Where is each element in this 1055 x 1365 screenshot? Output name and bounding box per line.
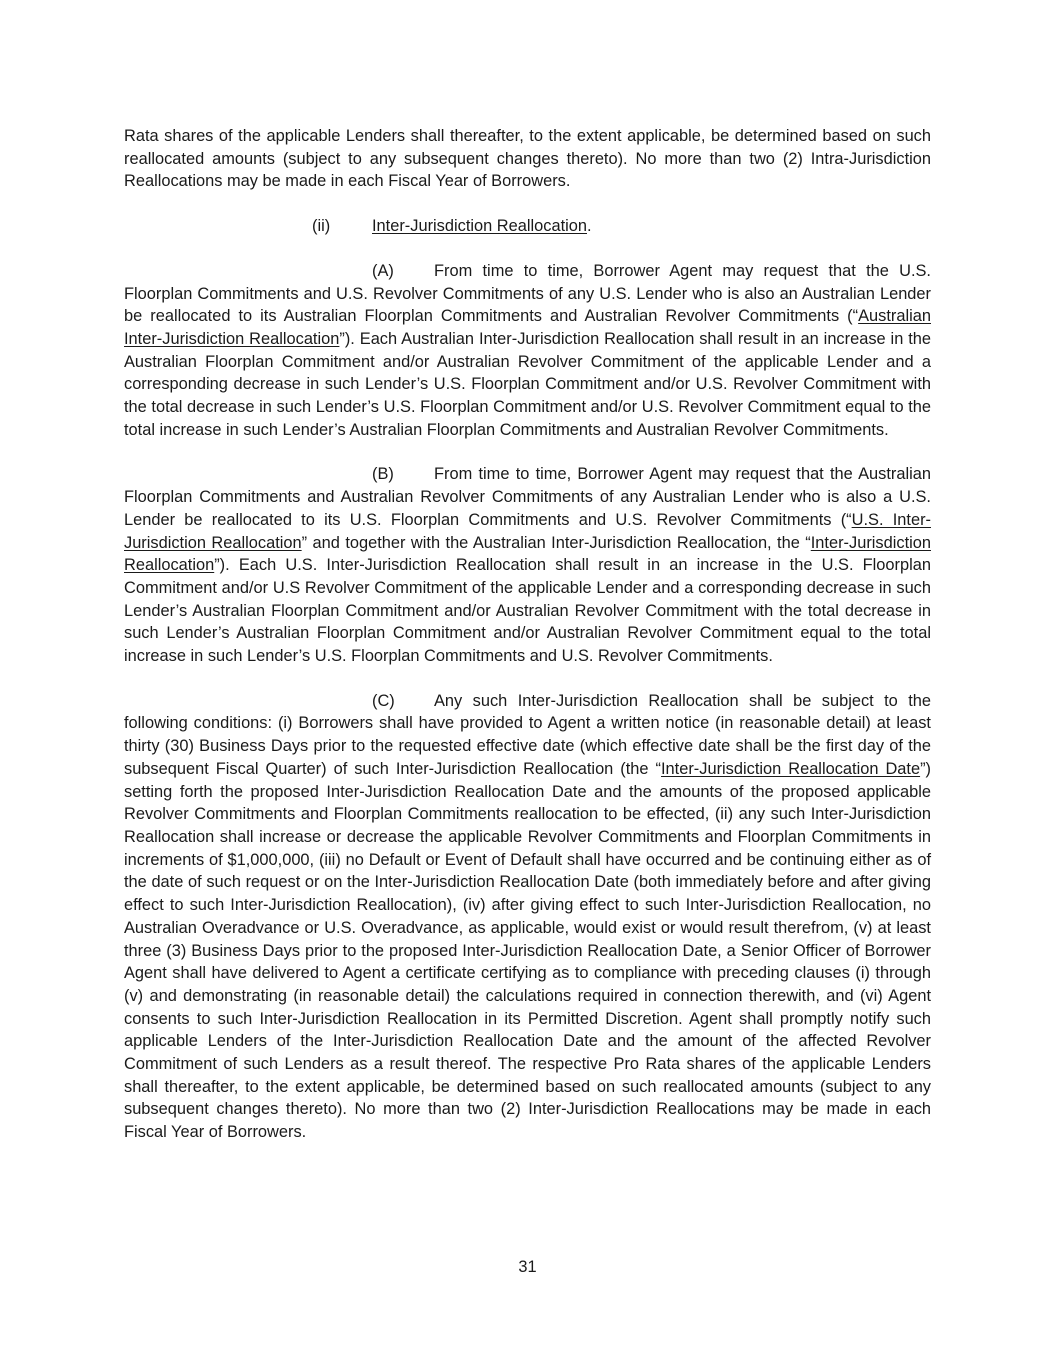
section-ii-title-end: . <box>587 217 592 236</box>
section-ii-heading <box>312 215 931 238</box>
paragraph-b <box>124 463 931 667</box>
paragraph-a-text-1: From time to time, Borrower Agent may request that the U.S. Floorplan Commitments and U.S. Revolver Commitments of any U.S. Lender who is also an Australian Lender be reallocated to its Australian Floorplan Commitments and Australian Revolver Commitments (“ <box>124 261 931 326</box>
defined-term-reallocation-date: Inter-Jurisdiction Reallocation Date <box>661 759 921 778</box>
defined-term-us-reallocation: U.S. Inter-Jurisdiction Reallocation <box>124 510 931 552</box>
paragraph-c-text-2: ”) setting forth the proposed Inter-Jurisdiction Reallocation Date and the amounts of the proposed applicable Revolver Commitments and Floorplan Commitments reallocation to be effected, (ii) any such Inter-Jurisdiction Reallocation shall increase or decrease the applicable Revolver Commitments and Floorplan Commitments in increments of $1,000,000, (iii) no Default or Event of Default shall have occurred and be continuing either as of the date of such request or on the Inter-Jurisdiction Reallocation Date (both immediately before and after giving effect to such Inter-Jurisdiction Reallocation), (iv) after giving effect to such Inter-Jurisdiction Reallocation, no Australian Overadvance or U.S. Overadvance, as applicable, would exist or would result therefrom, (v) at least three (3) Business Days prior to the proposed Inter-Jurisdiction Reallocation Date, a Senior Officer of Borrower Agent shall have delivered to Agent a certificate certifying as to compliance with preceding clauses (i) through (v) and demonstrating (in reasonable detail) the calculations required in connection therewith, and (vi) Agent consents to such Inter-Jurisdiction Reallocation in its Permitted Discretion. Agent shall promptly notify such applicable Lenders of the Inter-Jurisdiction Reallocation Date and the amount of the affected Revolver Commitment of such Lenders as a result thereof. The respective Pro Rata shares of the applicable Lenders shall thereafter, to the extent applicable, be determined based on such reallocated amounts (subject to any subsequent changes thereto). No more than two (2) Inter-Jurisdiction Reallocations may be made in each Fiscal Year of Borrowers. <box>124 759 931 1142</box>
intro-paragraph: Rata shares of the applicable Lenders shall thereafter, to the extent applicable, be determined based on such reallocated amounts (subject to any subsequent changes thereto). No more than two (2) Intra-Jurisdiction Reallocations may be made in each Fiscal Year of Borrowers. <box>124 127 931 191</box>
defined-term-inter-jurisdiction-reallocation: Inter-Jurisdiction Reallocation <box>124 533 931 575</box>
document-page <box>124 125 931 1144</box>
paragraph-b-text-2: ” and together with the Australian Inter-Jurisdiction Reallocation, the “ <box>301 533 811 552</box>
defined-term-australian-reallocation: Australian Inter-Jurisdiction Reallocation <box>124 307 931 348</box>
paragraph-c-text-1: Any such Inter-Jurisdiction Reallocation shall be subject to the following conditions: (i) Borrowers shall have provided to Agent a written notice (in reasonable detail) at least thirty (30) Business Days prior to the requested effective date (which effective date shall be the first day of the subsequent Fiscal Quarter) of such Inter-Jurisdiction Reallocation (the “ <box>124 691 931 778</box>
page-number: 31 <box>518 1258 537 1276</box>
paragraph-b-number: (B) <box>372 465 394 484</box>
paragraph-b-text-3: ”). Each U.S. Inter-Jurisdiction Reallocation shall result in an increase in the U.S. Floorplan Commitment and/or U.S Revolver Commitment of the applicable Lender and a corresponding decrease in such Lender’s Australian Floorplan Commitment and/or Australian Revolver Commitment with the total decrease in such Lender’s Australian Floorplan Commitment and/or Australian Revolver Commitment equal to the total increase in such Lender’s U.S. Floorplan Commitments and U.S. Revolver Commitments. <box>124 556 931 666</box>
paragraph-c <box>124 690 931 1144</box>
paragraph-b-text-1: From time to time, Borrower Agent may request that the Australian Floorplan Commitments and Australian Revolver Commitments of any Australian Lender who is also a U.S. Lender be reallocated to its U.S. Floorplan Commitments and U.S. Revolver Commitments (“ <box>124 465 931 529</box>
paragraph-c-number: (C) <box>372 691 395 710</box>
paragraph-a-number: (A) <box>372 261 394 280</box>
section-ii-title: Inter-Jurisdiction Reallocation <box>372 217 587 236</box>
section-ii-number: (ii) <box>312 217 331 236</box>
paragraph-a-text-2: ”). Each Australian Inter-Jurisdiction Reallocation shall result in an increase in the Australian Floorplan Commitment and/or Australian Revolver Commitment of the applicable Lender and a corresponding decrease in such Lender’s U.S. Floorplan Commitment and/or U.S. Revolver Commitment with the total decrease in such Lender’s U.S. Floorplan Commitment and/or U.S. Revolver Commitment equal to the total increase in such Lender’s Australian Floorplan Commitments and Australian Revolver Commitments. <box>124 329 932 439</box>
paragraph-a <box>124 260 931 442</box>
